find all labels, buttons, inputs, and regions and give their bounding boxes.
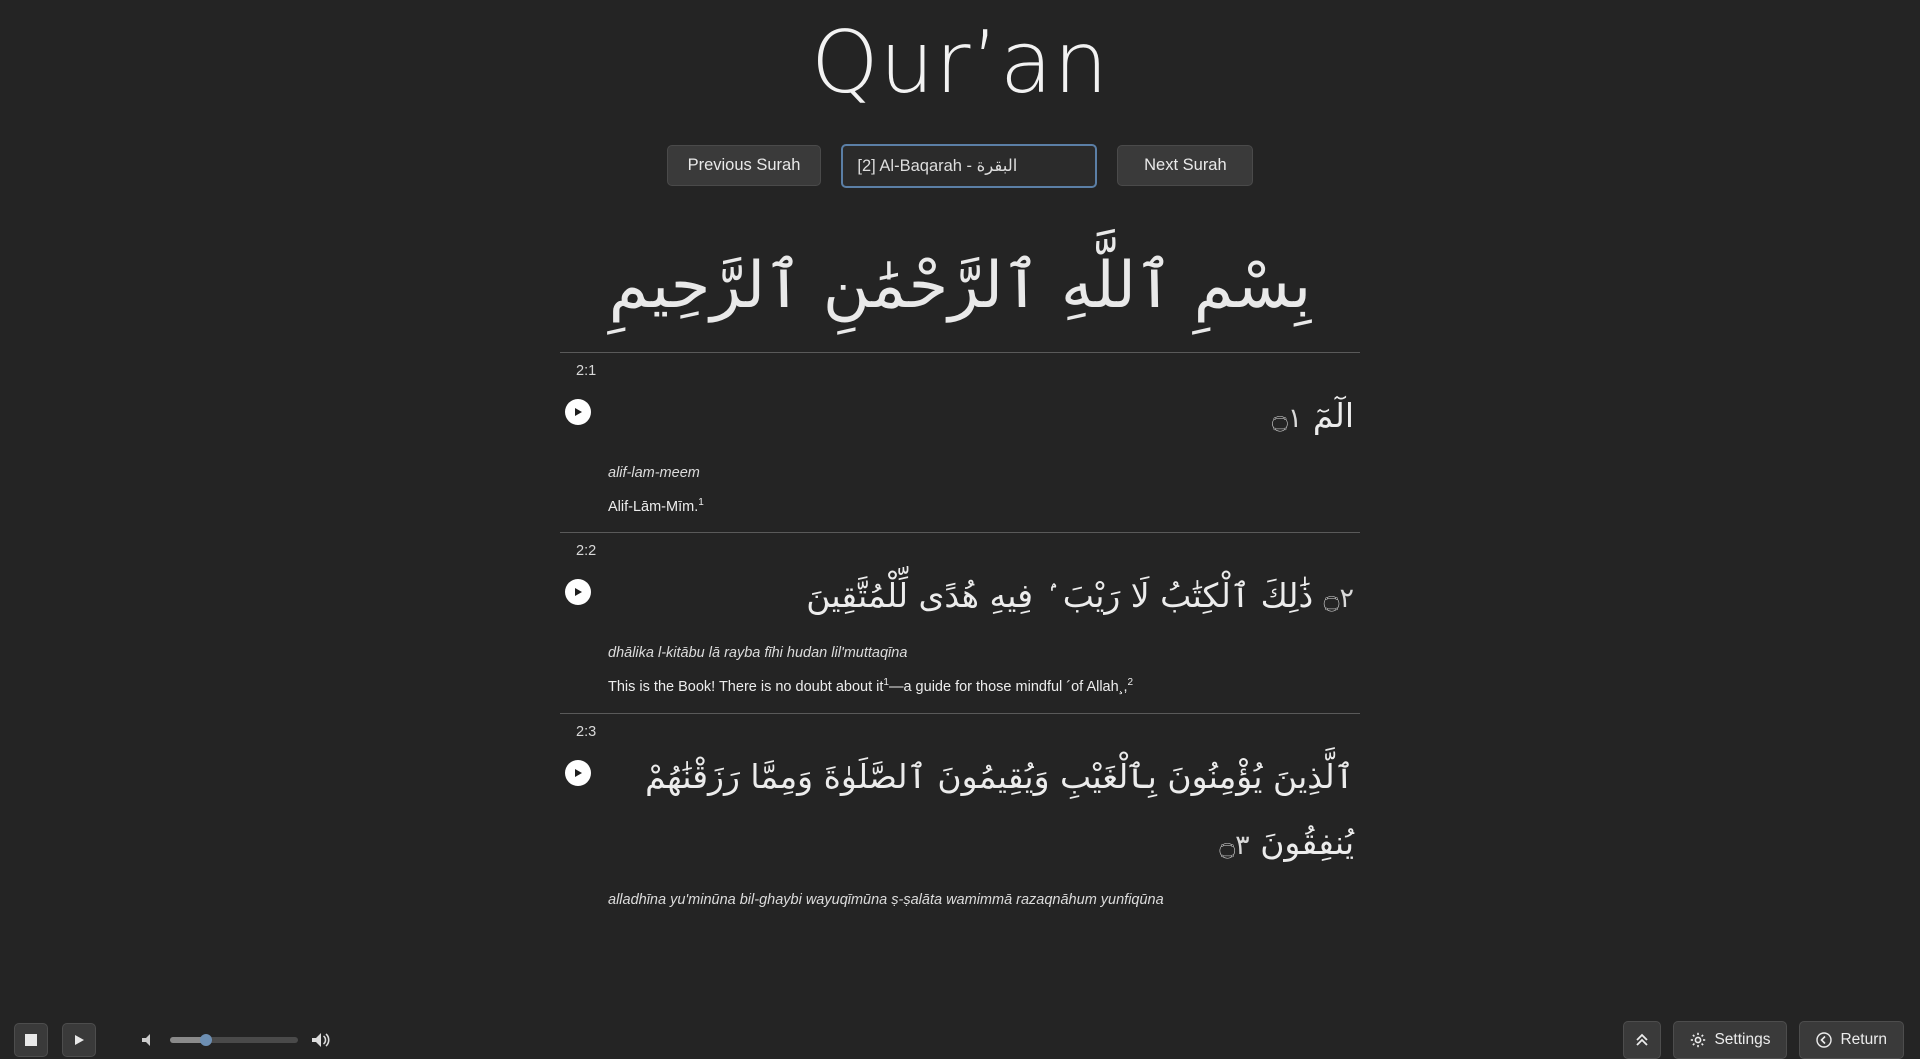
verse-item xyxy=(560,352,1360,533)
verse-reference: 2:1 xyxy=(576,362,597,379)
app-root xyxy=(0,10,1920,1059)
verse-translation-text: Alif-Lām-Mīm. xyxy=(608,498,699,515)
verse-reference: 2:3 xyxy=(576,723,597,740)
settings-button[interactable] xyxy=(1673,1021,1787,1059)
next-surah-button[interactable]: Next Surah xyxy=(1117,145,1253,186)
verse-arabic-text: الٓمٓ xyxy=(1312,395,1354,435)
bottom-right-actions xyxy=(1623,1021,1904,1059)
verse-transliteration: alladhīna yu'minūna bil-ghaybi wayuqīmūna ṣ-ṣalāta wamimmā razaqnāhum yunfiqūna xyxy=(608,891,1164,908)
verse-translation xyxy=(608,675,1360,699)
verse-arabic xyxy=(601,563,1360,629)
verse-arabic-text: ذَٰلِكَ ٱلْكِتَٰبُ لَا رَيْبَ ۢ فِيهِ هُدًى لِّلْمُتَّقِينَ xyxy=(806,576,1314,616)
verse-translation-tail: —a guide for those mindful ´of Allah¸, xyxy=(888,678,1128,695)
player-controls xyxy=(14,1023,332,1057)
ayah-number-mark: ۝٣ xyxy=(1219,829,1250,861)
stop-glyph xyxy=(25,1034,37,1046)
verse-list xyxy=(560,352,1360,922)
volume-control xyxy=(140,1031,332,1049)
settings-label: Settings xyxy=(1714,1031,1771,1048)
footnote-marker[interactable]: 1 xyxy=(698,496,704,508)
ayah-number-mark: ۝١ xyxy=(1271,402,1303,434)
double-chevron-up-icon[interactable] xyxy=(1623,1021,1661,1059)
page-title: Qur’an xyxy=(810,13,1110,113)
volume-slider-knob[interactable] xyxy=(200,1034,212,1046)
footnote-marker[interactable]: 1 xyxy=(883,677,889,689)
play-icon[interactable] xyxy=(565,579,591,605)
footnote-marker[interactable]: 2 xyxy=(1127,677,1134,689)
surah-navigation xyxy=(0,144,1920,188)
verse-translation xyxy=(608,495,1360,519)
return-button[interactable] xyxy=(1799,1021,1904,1059)
volume-low-icon[interactable] xyxy=(140,1032,158,1048)
verse-transliteration: alif-lam-meem xyxy=(608,464,700,481)
back-arrow-icon xyxy=(1816,1032,1832,1048)
verse-reference: 2:2 xyxy=(576,543,597,560)
verse-arabic xyxy=(601,383,1360,449)
verse-item xyxy=(560,532,1360,713)
volume-slider[interactable] xyxy=(170,1037,298,1043)
gear-icon xyxy=(1690,1032,1706,1048)
previous-surah-button[interactable]: Previous Surah xyxy=(667,145,822,186)
verse-arabic-text: ٱلَّذِينَ يُؤْمِنُونَ بِٱلْغَيْبِ وَيُقِيمُونَ ٱلصَّلَوٰةَ وَمِمَّا رَزَقْنَٰهُمْ يُنفِقُونَ xyxy=(645,756,1354,862)
verse-body xyxy=(560,383,1360,449)
player-bar xyxy=(0,1011,1920,1059)
ayah-number-mark: ۝٢ xyxy=(1323,583,1354,615)
return-label: Return xyxy=(1840,1031,1887,1048)
verse-translation-text: This is the Book! There is no doubt about it xyxy=(608,678,884,695)
verse-item xyxy=(560,713,1360,922)
play-icon[interactable] xyxy=(565,399,591,425)
bismillah-container xyxy=(0,232,1920,342)
verse-body xyxy=(560,563,1360,629)
verse-transliteration: dhālika l-kitābu lā rayba fīhi hudan lil'muttaqīna xyxy=(608,645,908,662)
play-icon[interactable] xyxy=(62,1023,96,1057)
verse-arabic xyxy=(601,744,1360,876)
surah-select[interactable]: [2] Al-Baqarah - البقرة xyxy=(841,144,1097,188)
play-icon[interactable] xyxy=(565,760,591,786)
verse-body xyxy=(560,744,1360,876)
bismillah-text: بِسْمِ ٱللَّهِ ٱلرَّحْمَٰنِ ٱلرَّحِيمِ xyxy=(608,248,1312,323)
stop-icon[interactable] xyxy=(14,1023,48,1057)
volume-high-icon[interactable] xyxy=(310,1031,332,1049)
